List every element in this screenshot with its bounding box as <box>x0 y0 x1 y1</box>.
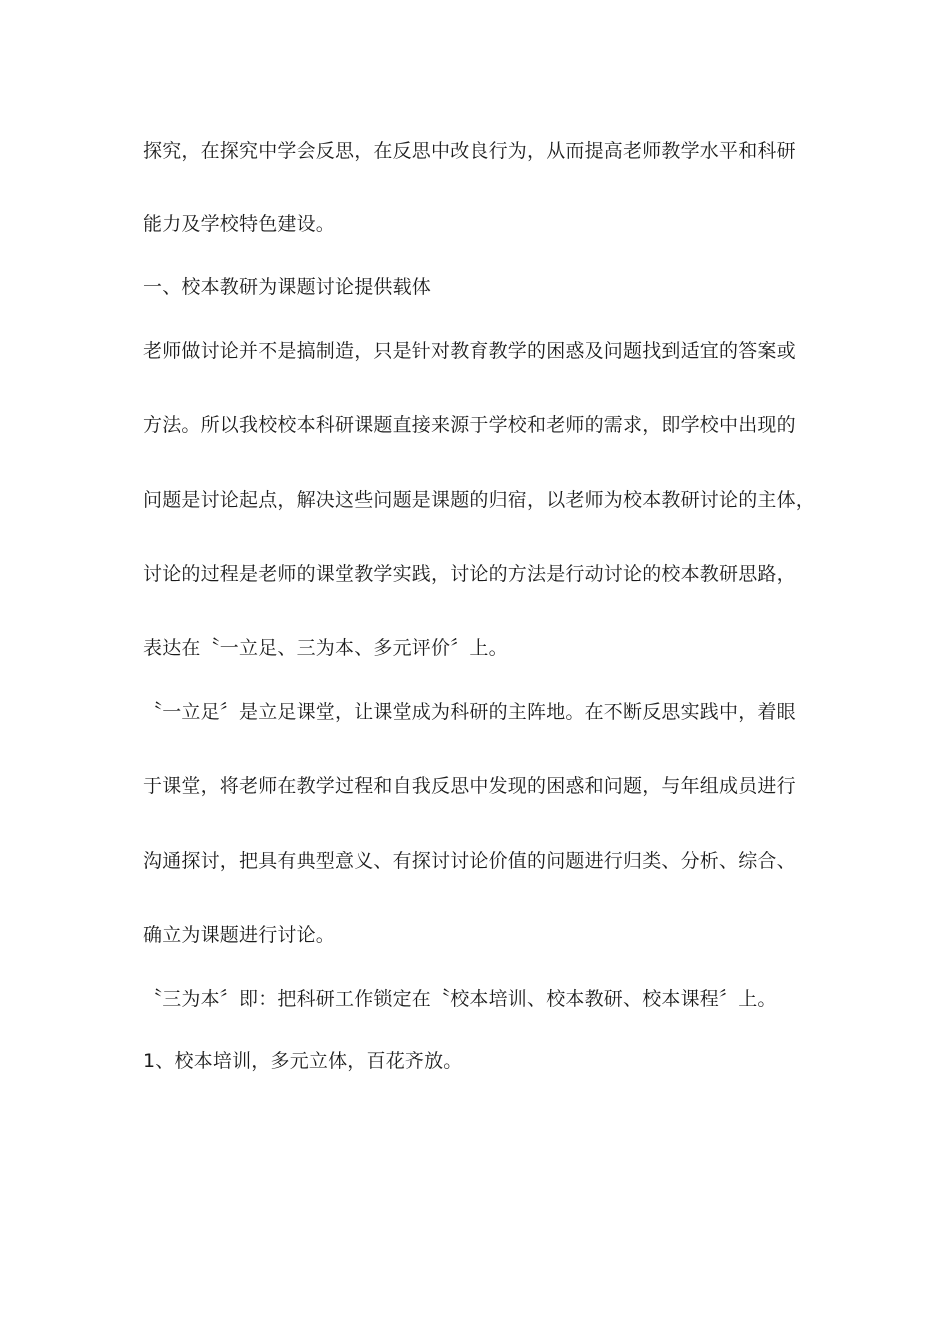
list-item: 1、校本培训，多元立体，百花齐放。 <box>143 1050 463 1072</box>
section-heading: 一、校本教研为课题讨论提供载体 <box>143 276 432 298</box>
paragraph-line: 沟通探讨，把具有典型意义、有探讨讨论价值的问题进行归类、分析、综合、 <box>143 850 796 872</box>
paragraph-line: 确立为课题进行讨论。 <box>143 924 336 946</box>
paragraph-line: 问题是讨论起点，解决这些问题是课题的归宿，以老师为校本教研讨论的主体， <box>143 489 816 511</box>
paragraph-line: 〝三为本〞即：把科研工作锁定在〝校本培训、校本教研、校本课程〞上。 <box>143 988 777 1010</box>
paragraph-line: 能力及学校特色建设。 <box>143 213 336 235</box>
paragraph-line: 表达在〝一立足、三为本、多元评价〞上。 <box>143 637 508 659</box>
paragraph-line: 老师做讨论并不是搞制造，只是针对教育教学的困惑及问题找到适宜的答案或 <box>143 340 796 362</box>
paragraph-line: 〝一立足〞是立足课堂，让课堂成为科研的主阵地。在不断反思实践中，着眼 <box>143 701 796 723</box>
paragraph-line: 方法。所以我校校本科研课题直接来源于学校和老师的需求，即学校中出现的 <box>143 414 796 436</box>
paragraph-line: 讨论的过程是老师的课堂教学实践，讨论的方法是行动讨论的校本教研思路， <box>143 563 796 585</box>
paragraph-line: 探究，在探究中学会反思，在反思中改良行为，从而提高老师教学水平和科研 <box>143 140 796 162</box>
paragraph-line: 于课堂，将老师在教学过程和自我反思中发现的困惑和问题，与年组成员进行 <box>143 775 796 797</box>
